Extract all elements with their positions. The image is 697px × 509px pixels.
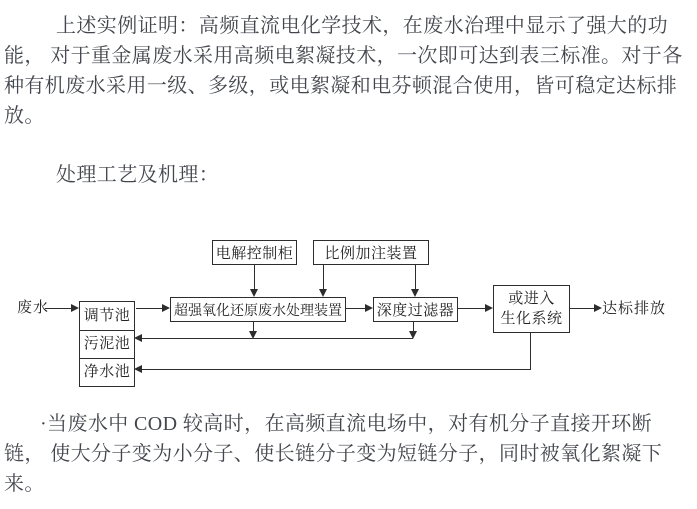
connector-dosing-to-oxidation bbox=[323, 265, 324, 290]
paragraph-intro-line-4: 放。 bbox=[4, 105, 45, 127]
arrowhead-right-icon bbox=[71, 304, 79, 312]
arrowhead-down-icon bbox=[319, 289, 327, 297]
arrowhead-right-icon bbox=[162, 304, 170, 312]
arrowhead-left-icon bbox=[134, 365, 142, 373]
arrowhead-right-icon bbox=[365, 304, 373, 312]
wastewater-label: 废水 bbox=[17, 300, 50, 316]
discharge-label: 达标排放 bbox=[602, 301, 667, 317]
proportional-dosing-box: 比例加注装置 bbox=[313, 240, 429, 265]
connector-return-to-sludge bbox=[141, 338, 413, 339]
paragraph-cod-line-2: 链， 使大分子变为小分子、使长链分子变为短链分子，同时被氧化絮凝下 bbox=[4, 443, 663, 465]
paragraph-intro-line-1: 上述实例证明：高频直流电化学技术，在废水治理中显示了强大的功 bbox=[56, 15, 668, 37]
arrowhead-right-icon bbox=[485, 304, 493, 312]
connector-regulation-to-oxidation bbox=[136, 308, 163, 309]
section-title: 处理工艺及机理： bbox=[56, 164, 220, 186]
clean-water-pool-cell: 净水池 bbox=[80, 358, 134, 386]
connector-oxidation-to-filter bbox=[346, 308, 366, 309]
arrowhead-left-icon bbox=[134, 334, 142, 342]
paragraph-cod-line-3: 来。 bbox=[4, 473, 45, 495]
connector-filter-to-biochemical bbox=[458, 308, 486, 309]
paragraph-intro-line-2: 能， 对于重金属废水采用高频电絮凝技术，一次即可达到表三标准。对于各 bbox=[4, 45, 683, 67]
arrowhead-down-icon bbox=[411, 289, 419, 297]
regulation-pool-cell: 调节池 bbox=[83, 308, 131, 324]
paragraph-cod bbox=[4, 409, 662, 499]
electrolysis-control-cabinet-box: 电解控制柜 bbox=[212, 240, 297, 265]
biochemical-system-line-1: 或进入 bbox=[508, 291, 555, 307]
connector-cabinet-to-oxidation bbox=[254, 265, 255, 290]
arrowhead-right-icon bbox=[594, 304, 602, 312]
connector-return-to-clean-water bbox=[141, 369, 531, 370]
connector-biochemical-to-discharge bbox=[570, 308, 595, 309]
connector-dosing-to-filter bbox=[415, 265, 416, 290]
paragraph-intro bbox=[4, 11, 683, 131]
paragraph-intro-line-3: 种有机废水采用一级、多级，或电絮凝和电芬顿混合使用，皆可稳定达标排 bbox=[4, 75, 678, 97]
paragraph-cod-line-1: ·当废水中 COD 较高时，在高频直流电场中，对有机分子直接开环断 bbox=[40, 413, 653, 435]
depth-filter-box: 深度过滤器 bbox=[373, 297, 458, 322]
arrowhead-down-icon bbox=[250, 289, 258, 297]
biochemical-system-line-2: 生化系统 bbox=[500, 311, 563, 327]
sludge-pool-cell: 污泥池 bbox=[80, 330, 134, 358]
connector-biochemical-down bbox=[530, 332, 531, 370]
oxidation-reduction-device-box: 超强氧化还原废水处理装置 bbox=[170, 297, 346, 322]
connector-wastewater-to-regulation bbox=[45, 308, 72, 309]
pools-box bbox=[79, 301, 135, 387]
biochemical-system-box bbox=[493, 285, 570, 333]
